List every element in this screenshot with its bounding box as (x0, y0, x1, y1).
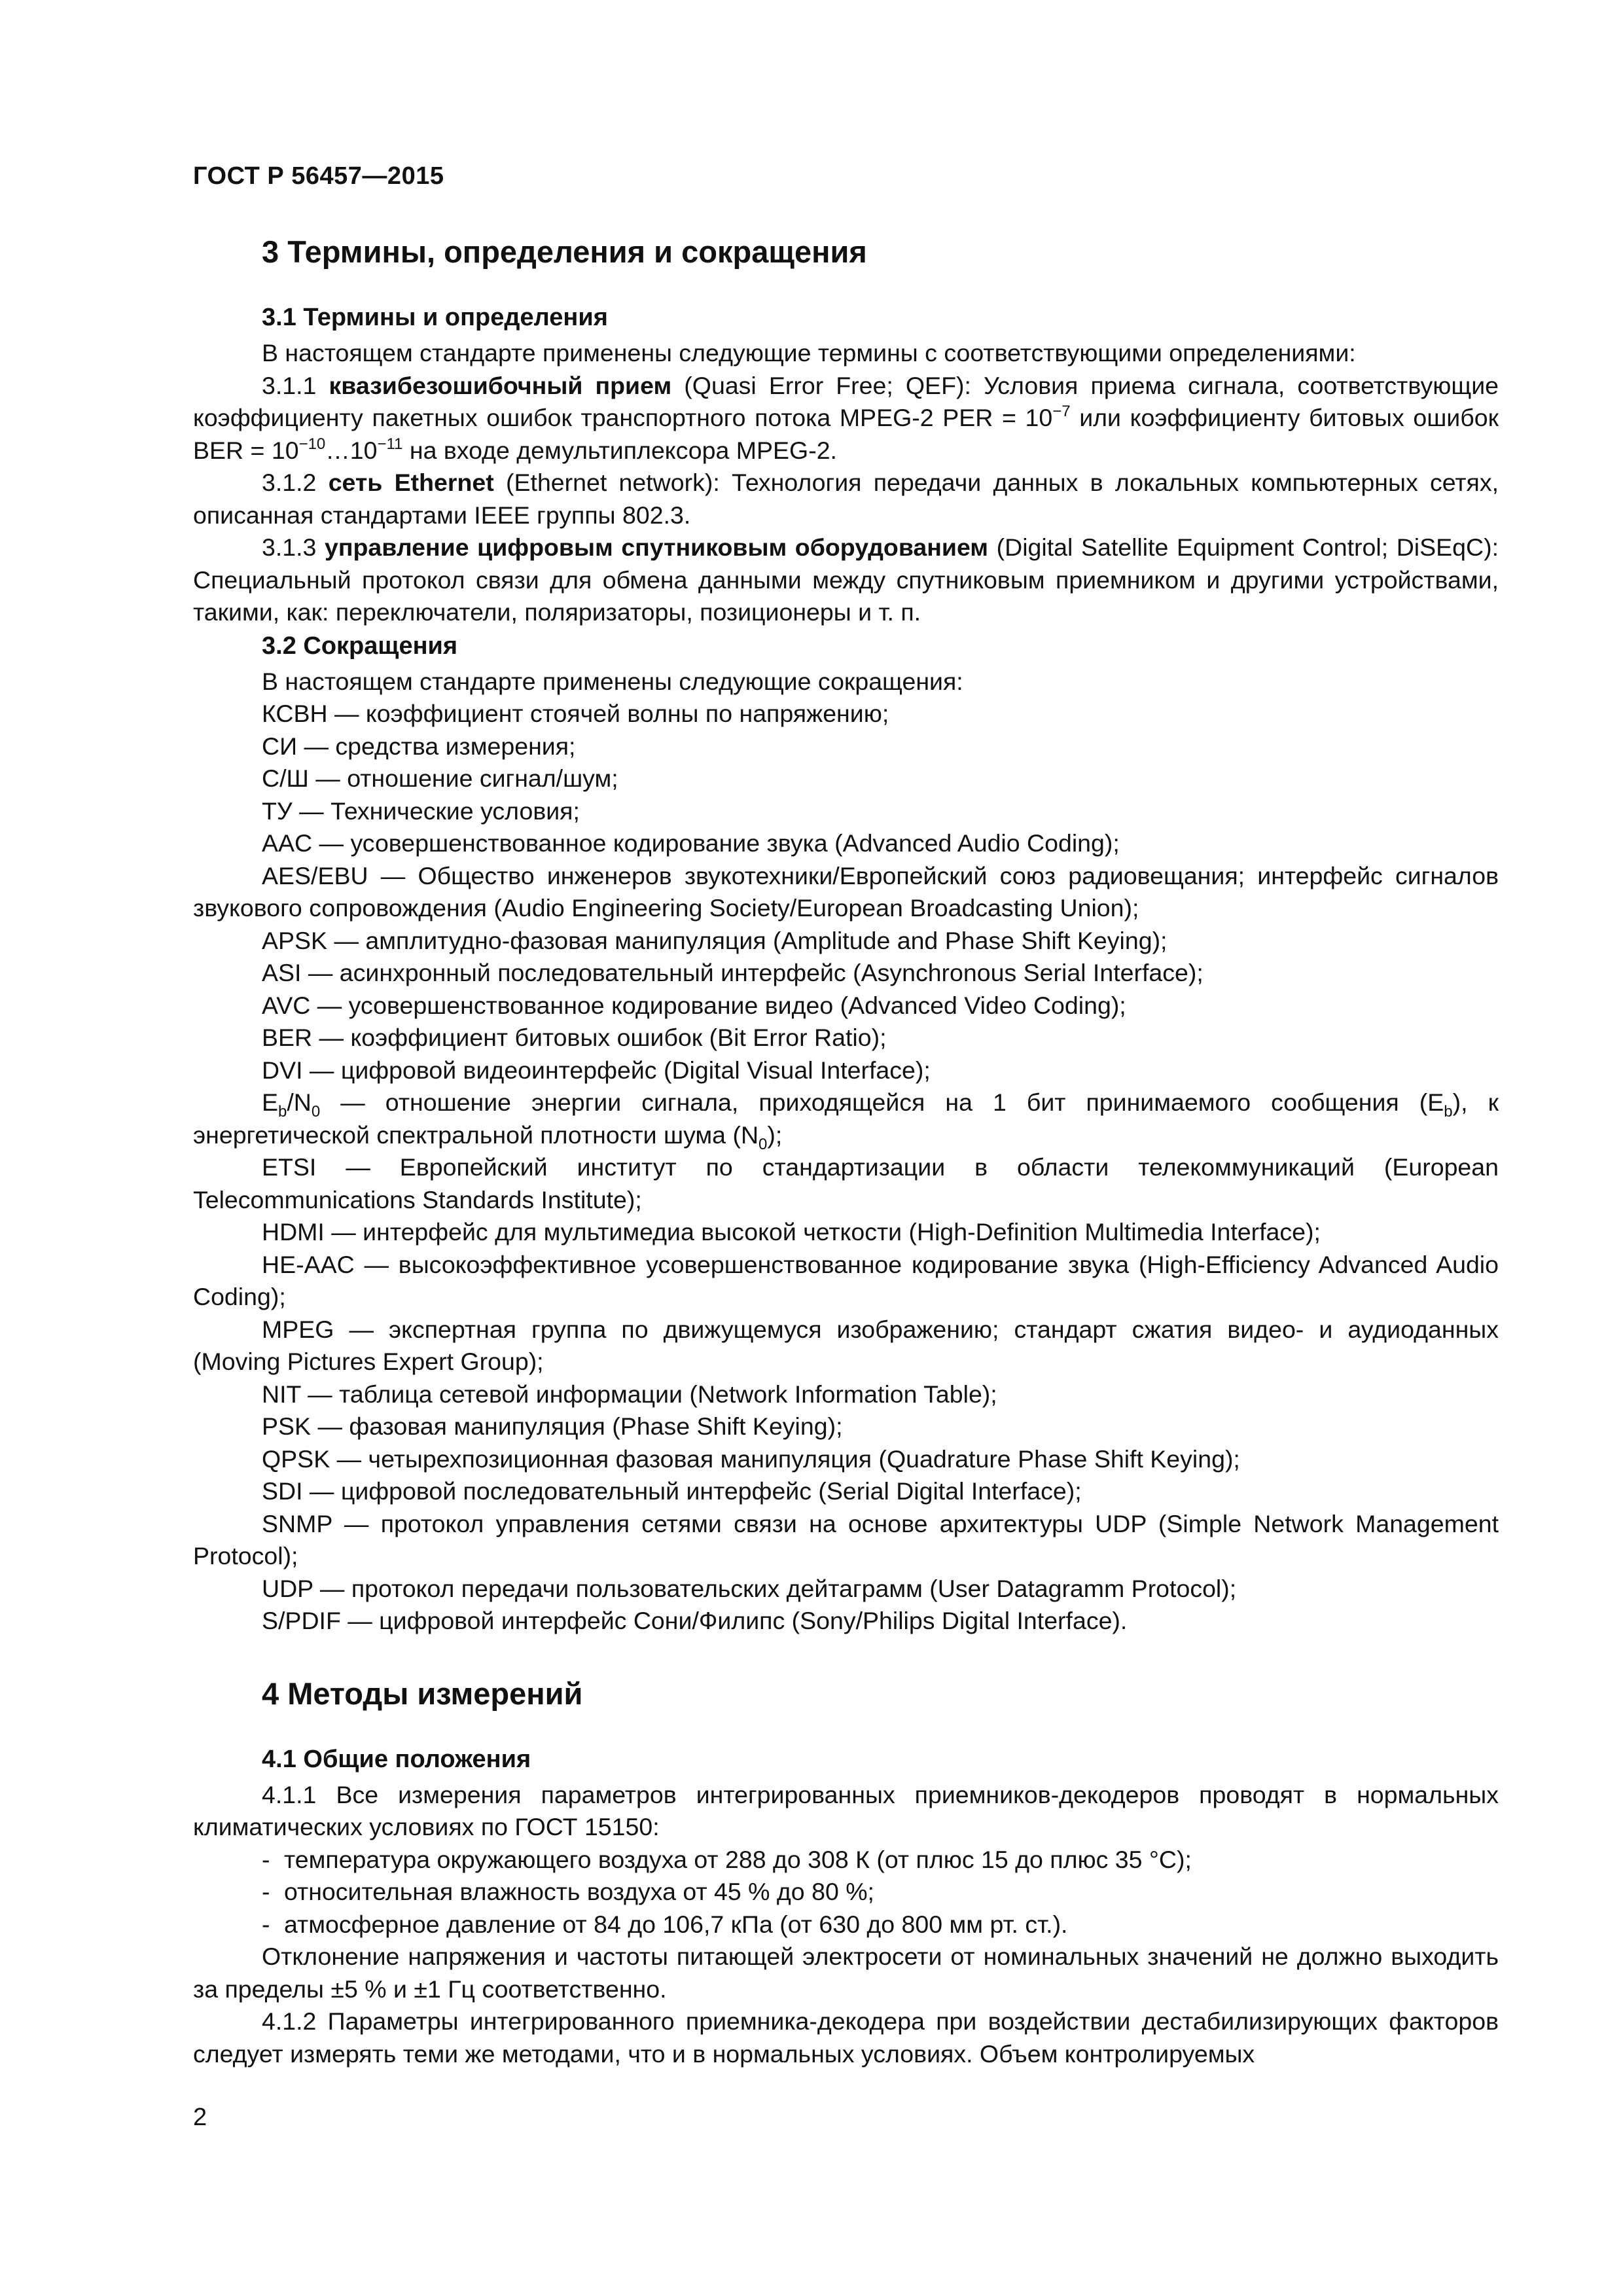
list-marker: - (262, 1845, 270, 1873)
abbreviation-item: APSK — амплитудно-фазовая манипуляция (Amplitude and Phase Shift Keying); (262, 926, 1168, 954)
conditions-list-item: - относительная влажность воздуха от 45 % до 80 %; (193, 1876, 1499, 1909)
term-3-1-3-name: управление цифровым спутниковым оборудованием (325, 533, 989, 561)
abbreviation-item: BER — коэффициент битовых ошибок (Bit Error Ratio); (262, 1024, 887, 1051)
abbreviation-item: HE-AAC — высокоэффективное усовершенствованное кодирование звука (High-Efficiency Advanced Audio Coding); (193, 1250, 1499, 1310)
abbreviations-list-a (193, 698, 1499, 1086)
abbreviation-item: ASI — асинхронный последовательный интерфейс (Asynchronous Serial Interface); (262, 959, 1204, 986)
abbreviation-item: AVC — усовершенствованное кодирование видео (Advanced Video Coding); (262, 991, 1126, 1019)
term-3-1-1: 3.1.1 квазибезошибочный прием (Quasi Error Free; QEF): Условия приема сигнала, соответствующие коэффициенту пакетных ошибок транспортного потока MPEG-2 PER = $10^{-7}$ или коэффициенту битовых ошибок BER = $10^{-10}\dots 10^{-11}$ на входе демультиплексора MPEG-2. (193, 371, 1499, 464)
abbreviation-item: AES/EBU — Общество инженеров звукотехники/Европейский союз радиовещания; интерфейс сигналов звукового сопровождения (Audio Engineering Society/European Broadcasting Union); (193, 861, 1499, 922)
paragraph-4-1-1: 4.1.1 Все измерения параметров интегрированных приемников-декодеров проводят в нормальных климатических условиях по ГОСТ 15150: (193, 1780, 1499, 1840)
list-marker: - (262, 1910, 270, 1938)
subsection-3-2-title: 3.2 Сокращения (262, 632, 458, 660)
abbreviation-item: ETSI — Европейский институт по стандартизации в области телекоммуникаций (European Telecommunications Standards Institute); (193, 1153, 1499, 1213)
abbreviation-item: AAC — усовершенствованное кодирование звука (Advanced Audio Coding); (262, 829, 1120, 857)
term-3-1-3: 3.1.3 управление цифровым спутниковым оборудованием (Digital Satellite Equipment Control; DiSEqC): Специальный протокол связи для обмена данными между спутниковым приемником и другими устройствами, такими, как: переключатели, поляризаторы, позиционеры и т. п. (193, 533, 1499, 626)
conditions-list-item: - температура окружающего воздуха от 288 до 308 К (от плюс 15 до плюс 35 °С); (193, 1844, 1499, 1876)
abbreviation-item-ebno: $E_b/N_0$ — отношение энергии сигнала, приходящейся на 1 бит принимаемого сообщения $(E_b)$, к энергетической спектральной плотности шума $(N_0)$; (193, 1088, 1499, 1153)
abbreviation-item: S/PDIF — цифровой интерфейс Сони/Филипс (Sony/Philips Digital Interface). (262, 1607, 1128, 1634)
abbreviation-item: UDP — протокол передачи пользовательских дейтаграмм (User Datagramm Protocol); (262, 1574, 1237, 1602)
abbreviation-item: MPEG — экспертная группа по движущемуся изображению; стандарт сжатия видео- и аудиоданных (Moving Pictures Expert Group); (193, 1315, 1499, 1375)
abbreviations-intro: В настоящем стандарте применены следующие сокращения: (262, 667, 963, 695)
abbreviation-item: КСВН — коэффициент стоячей волны по напряжению; (262, 700, 889, 727)
list-marker: - (262, 1878, 270, 1905)
abbreviations-list-b (193, 1151, 1499, 1638)
paragraph-4-1-2: 4.1.2 Параметры интегрированного приемника-декодера при воздействии дестабилизирующих факторов следует измерять теми же методами, что и в нормальных условиях. Объем контролируемых (193, 2007, 1499, 2068)
terms-intro: В настоящем стандарте применены следующие термины с соответствующими определениями: (262, 339, 1356, 367)
term-3-1-2: 3.1.2 сеть Ethernet (Ethernet network): Технология передачи данных в локальных компьютерных сетях, описанная стандартами IEEE группы 802.3. (193, 469, 1499, 529)
abbreviation-item: QPSK — четырехпозиционная фазовая манипуляция (Quadrature Phase Shift Keying); (262, 1444, 1240, 1473)
page-content (193, 232, 1499, 2070)
term-3-1-1-name: квазибезошибочный прием (329, 371, 672, 399)
abbreviation-item: DVI — цифровой видеоинтерфейс (Digital Visual Interface); (262, 1056, 931, 1084)
paragraph-voltage-deviation: Отклонение напряжения и частоты питающей электросети от номинальных значений не должно выходить за пределы ±5 % и ±1 Гц соответственно. (193, 1943, 1499, 2003)
abbreviation-item: СИ — средства измерения; (262, 732, 576, 760)
page-number: 2 (193, 2104, 207, 2131)
abbreviation-item: SNMP — протокол управления сетями связи на основе архитектуры UDP (Simple Network Management Protocol); (193, 1509, 1499, 1570)
section-4-title: 4 Методы измерений (262, 1676, 583, 1711)
abbreviation-item: С/Ш — отношение сигнал/шум; (262, 764, 618, 792)
term-3-1-2-name: сеть Ethernet (328, 469, 494, 496)
section-3-title: 3 Термины, определения и сокращения (262, 234, 867, 269)
subsection-3-1-title: 3.1 Термины и определения (262, 304, 608, 331)
abbreviation-item: HDMI — интерфейс для мультимедиа высокой четкости (High-Definition Multimedia Interface); (262, 1218, 1321, 1246)
document-header: ГОСТ Р 56457—2015 (193, 162, 444, 190)
abbreviation-item: NIT — таблица сетевой информации (Network Information Table); (262, 1380, 997, 1408)
abbreviation-item: PSK — фазовая манипуляция (Phase Shift Keying); (262, 1412, 843, 1440)
subsection-4-1-title: 4.1 Общие положения (262, 1745, 531, 1773)
conditions-list-item: - атмосферное давление от 84 до 106,7 кПа (от 630 до 800 мм рт. ст.). (193, 1909, 1499, 1941)
abbreviation-item: ТУ — Технические условия; (262, 797, 580, 825)
abbreviation-item: SDI — цифровой последовательный интерфейс (Serial Digital Interface); (262, 1477, 1082, 1505)
